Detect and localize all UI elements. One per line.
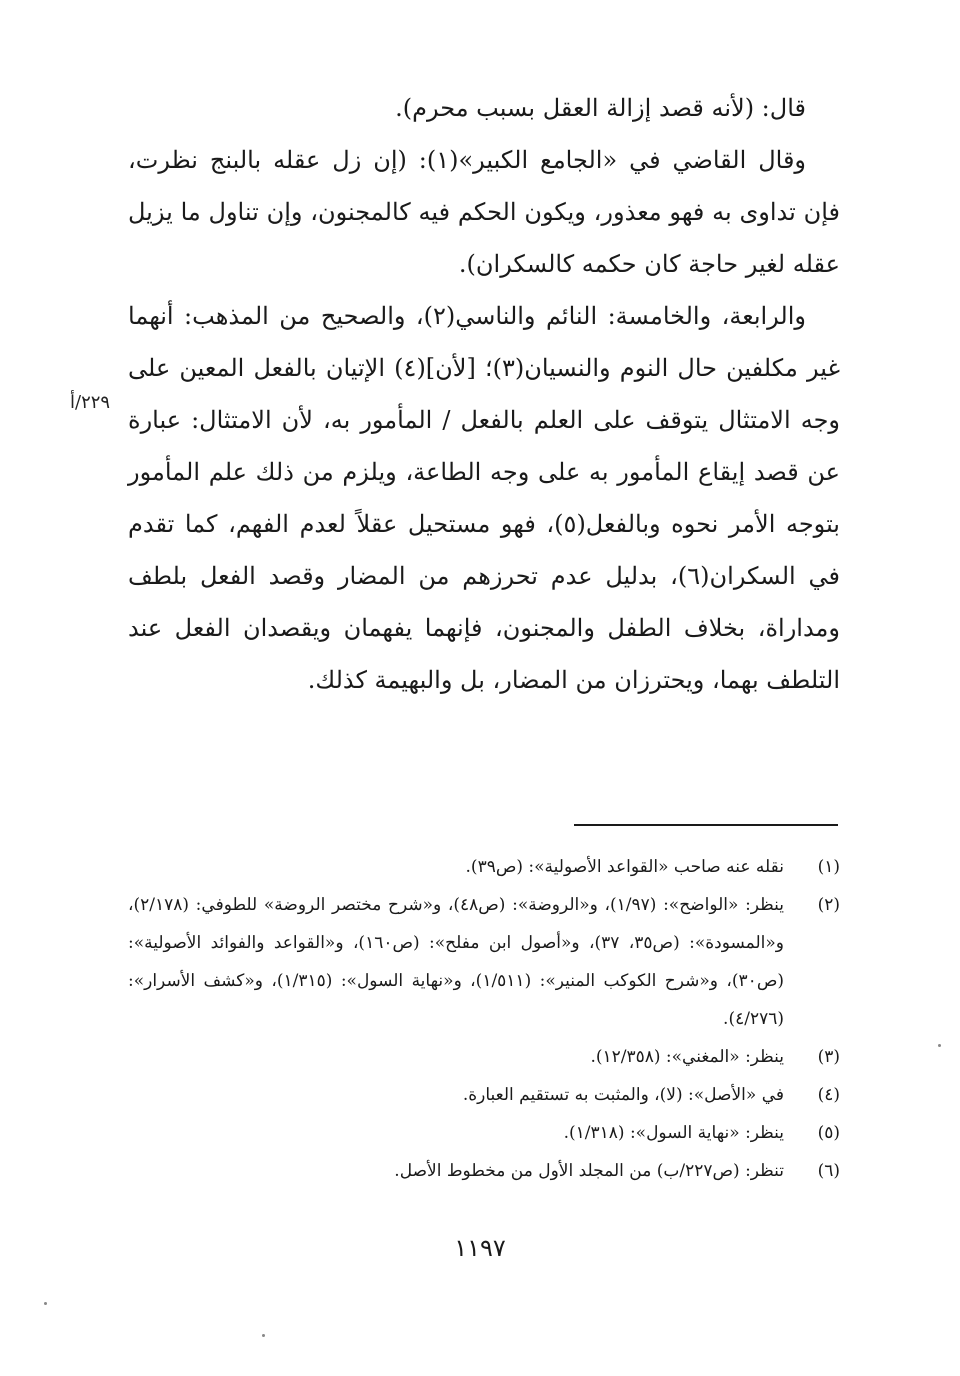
footnote-text: نقله عنه صاحب «القواعد الأصولية»: (ص٣٩). bbox=[465, 857, 784, 877]
footnote-text: تنظر: (ص٢٢٧/ب) من المجلد الأول من مخطوط الأصل. bbox=[394, 1161, 784, 1181]
footnote-number: (٤) bbox=[817, 1085, 840, 1105]
footnote-number: (٦) bbox=[817, 1161, 840, 1181]
scan-speck bbox=[44, 1302, 47, 1305]
footnotes bbox=[128, 848, 840, 1190]
footnote-text: ينظر: «نهاية السول»: (١/٣١٨). bbox=[563, 1123, 784, 1143]
page-number: ١١٩٧ bbox=[454, 1234, 506, 1262]
footnote-number: (٣) bbox=[817, 1047, 840, 1067]
footnote-number: (١) bbox=[817, 857, 840, 877]
footnote-3 bbox=[128, 1038, 840, 1076]
footnote-6 bbox=[128, 1152, 840, 1190]
main-text bbox=[128, 82, 840, 706]
footnote-separator bbox=[574, 824, 838, 826]
paragraph-2: وقال القاضي في «الجامع الكبير»(١): (إن زل عقله بالبنج نظرت، فإن تداوى به فهو معذور، ويكون الحكم فيه كالمجنون، وإن تناول ما يزيل عقله لغير حاجة كان حكمه كالسكران). bbox=[128, 146, 840, 278]
footnote-number: (٥) bbox=[817, 1123, 840, 1143]
footnote-4 bbox=[128, 1076, 840, 1114]
footnote-text: في «الأصل»: (لا)، والمثبت به تستقيم العبارة. bbox=[462, 1085, 784, 1105]
footnote-1 bbox=[128, 848, 840, 886]
footnote-number: (٢) bbox=[817, 895, 840, 915]
footnote-5 bbox=[128, 1114, 840, 1152]
scan-speck bbox=[938, 1044, 941, 1047]
paragraph-3: والرابعة، والخامسة: النائم والناسي(٢)، والصحيح من المذهب: أنهما غير مكلفين حال النوم والنسيان(٣)؛ [لأن](٤) الإتيان بالفعل المعين على وجه الامتثال يتوقف على العلم بالفعل / المأمور به، لأن الامتثال: عبارة عن قصد إيقاع المأمور به على وجه الطاعة، ويلزم من ذلك علم المأمور بتوجه الأمر نحوه وبالفعل(٥)، فهو مستحيل عقلاً لعدم الفهم، كما تقدم في السكران(٦)، بدليل عدم تحرزهم من المضار وقصد الفعل بلطف ومداراة، بخلاف الطفل والمجنون، فإنهما يفهمان ويقصدان الفعل عند التلطف بهما، ويحترزان من المضار، بل والبهيمة كذلك. bbox=[128, 302, 840, 694]
manuscript-folio-marker: ٢٢٩/أ bbox=[70, 392, 111, 413]
footnote-2 bbox=[128, 886, 840, 1038]
scan-speck bbox=[262, 1334, 265, 1337]
footnote-text: ينظر: «الواضح»: (١/٩٧)، و«الروضة»: (ص٤٨)، و«شرح مختصر الروضة» للطوفي: (٢/١٧٨)، و«المسودة»: (ص٣٥، ٣٧)، و«أصول ابن مفلح»: (ص١٦٠)، و«القواعد والفوائد الأصولية»: (ص٣٠)، و«شرح الكوكب المنير»: (١/٥١١)، و«نهاية السول»: (١/٣١٥)، و«كشف الأسرار»: (٤/٢٧٦). bbox=[128, 895, 785, 1029]
paragraph-1: قال: (لأنه قصد إزالة العقل بسبب محرم). bbox=[395, 94, 806, 122]
footnote-text: ينظر: «المغني»: (١٢/٣٥٨). bbox=[590, 1047, 784, 1067]
